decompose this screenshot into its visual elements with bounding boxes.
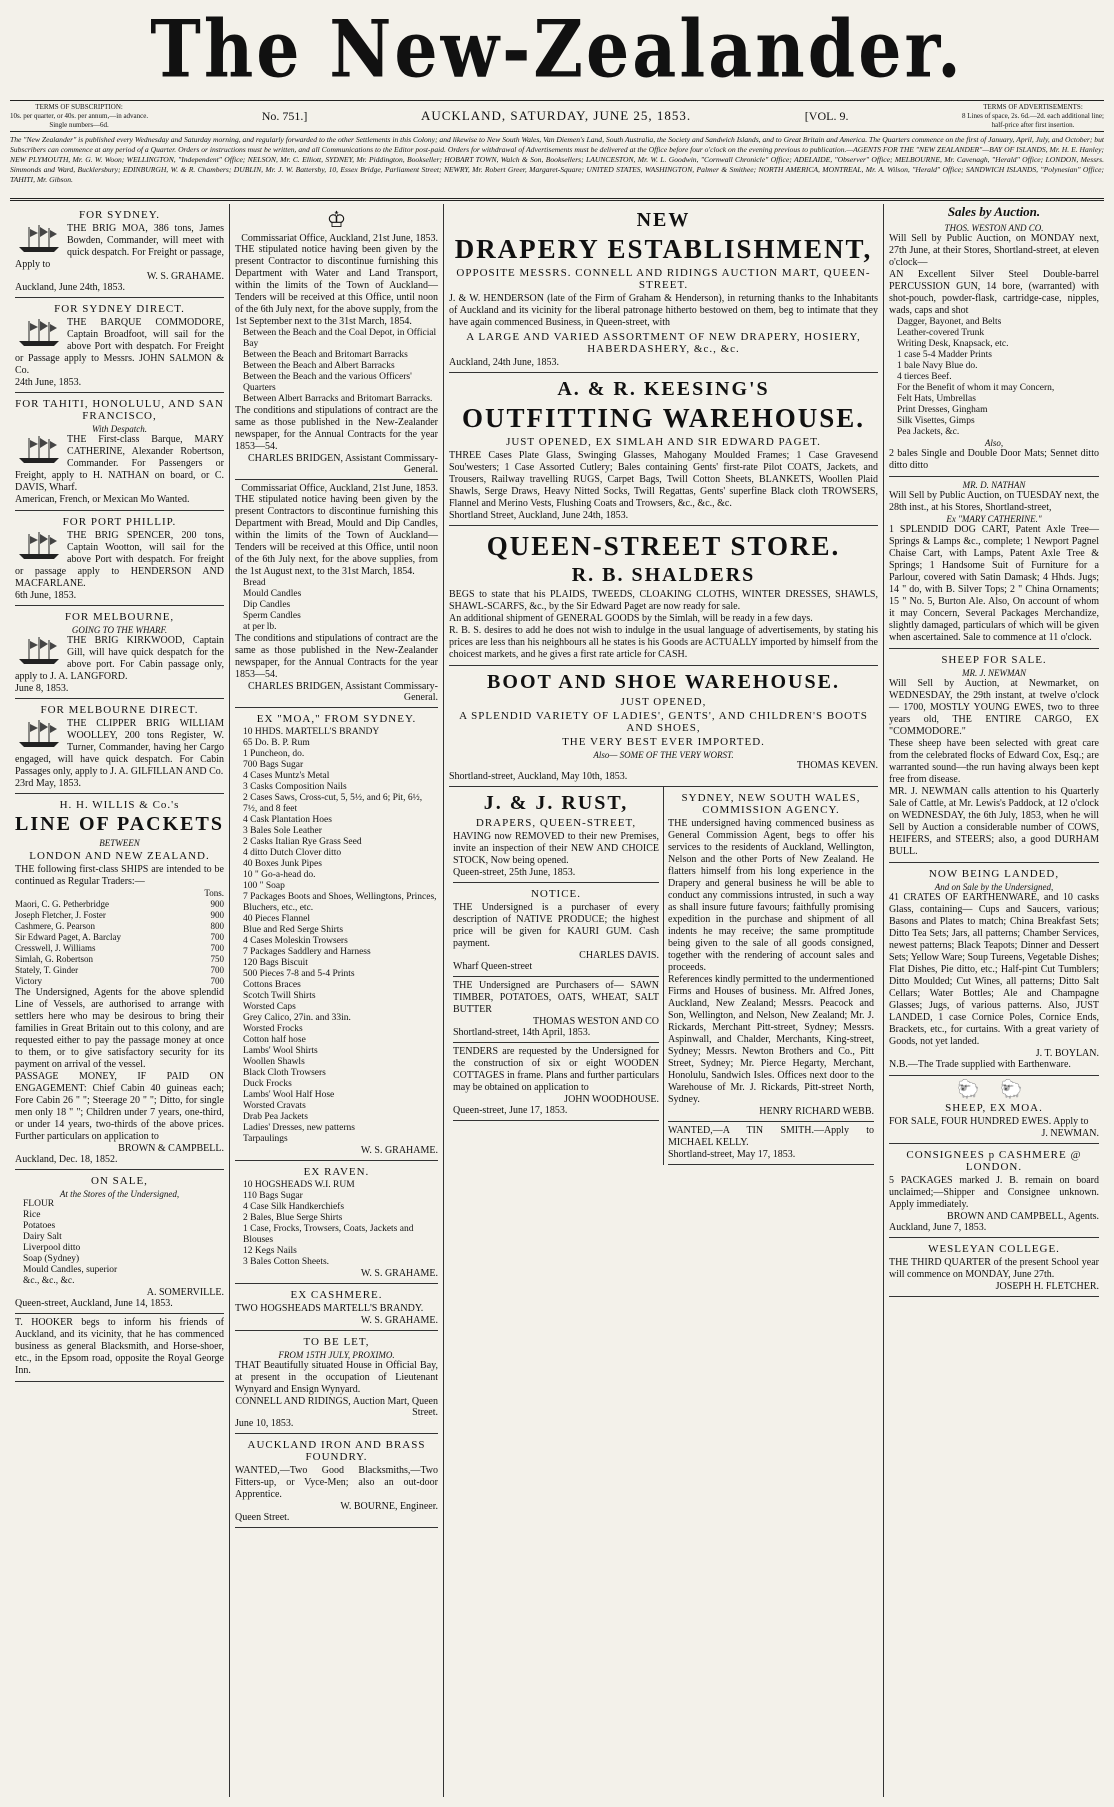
text-block: J. & J. RUST, (483, 792, 629, 814)
text-block: Auckland, June 7, 1853. (889, 1222, 987, 1233)
text-block: Cashmere, G. Pearson (15, 921, 95, 931)
text-block: TERMS OF ADVERTISEMENTS: (983, 102, 1083, 111)
ad-ex-moa (235, 708, 438, 1161)
text-block: LINE OF PACKETS (15, 813, 224, 835)
list-item: Between the Beach and Albert Barracks (243, 361, 395, 371)
list-item: Liverpool ditto (23, 1243, 81, 1253)
text-block: BETWEEN (99, 838, 140, 848)
list-item: Worsted Cravats (243, 1101, 306, 1111)
list-item: Dip Candles (243, 600, 291, 610)
text-block: TENDERS are requested by the Undersigned for the construction of six or eight WOODEN COTTAGES in frame. Plans and further particulars may be obtained on application to (453, 1046, 659, 1093)
list-item: Silk Visettes, Gimps (897, 416, 975, 426)
ad-ex-cashmere (235, 1284, 438, 1331)
text-block: W. BOURNE, Engineer. (340, 1501, 438, 1512)
list-item: 10 " Go-a-head do. (243, 870, 316, 880)
text-block: TO BE LET, (303, 1336, 370, 1348)
list-item: Tarpaulings (243, 1134, 288, 1144)
text-block: June 10, 1853. (235, 1418, 294, 1429)
ad-keesing (449, 373, 878, 526)
table-row (15, 954, 224, 965)
text-block: Queen-street, 25th June, 1853. (453, 867, 576, 878)
text-block: Shortland Street, Auckland, June 24th, 1853. (449, 510, 629, 521)
text-block: BOOT AND SHOE WAREHOUSE. (487, 671, 840, 693)
ad-hooker (15, 1314, 224, 1382)
text-block: 41 CRATES OF EARTHENWARE, and 10 casks Glass, containing— Cups and Saucers, various; Basons and Plates to match; China Breakfast Sets; Ditto Tea Sets; Jars, all patterns; Chamber Services, newest patterns; Black Teapots; Dinner and Dessert Sets; Yellow Ware; Soup Tureens, Vegetable Dishes; Flat Dishes, Pie ditto, etc.; Half-pint Cut Tumblers; Ditto Moulded; Cut Wines, all patterns; Ditto Salt Cellars; Water Bottles; Ale and Champagne Glasses; Jugs, of various patterns. Also, JUST LANDED, 1 case Cornice Poles, Cornice Ends, Brackets, etc., for curtains. With a great variety of Goods, not yet landed. (889, 892, 1099, 1047)
text-block: EX RAVEN. (303, 1166, 370, 1178)
ad-tin-smith (668, 1122, 874, 1165)
ad-melbourne-direct (15, 699, 224, 794)
text-block: The Undersigned, Agents for the above splendid Line of Vessels, are authorised to arrange with settlers here who may be desirous to bring their families in Great Britain out to this colony, and are requested either to pay the passage money at once to them, or to give satisfactory security for its payment on arrival of the vessel. (15, 987, 224, 1070)
text-block: THE Undersigned are Purchasers of— SAWN TIMBER, POTATOES, OATS, WHEAT, SALT BUTTER (453, 980, 659, 1015)
text-block: FOR SALE, FOUR HUNDRED EWES. Apply to (889, 1116, 1089, 1127)
ship-icon (15, 434, 63, 464)
text-block: June 8, 1853. (15, 683, 69, 694)
text-block: THE THIRD QUARTER of the present School year will commence on MONDAY, June 27th. (889, 1257, 1099, 1280)
text-block: Auckland, June 24th, 1853. (15, 282, 125, 293)
text-block: 800 (210, 921, 224, 931)
ad-for-sydney (15, 204, 224, 298)
text-block: 8 Lines of space, 2s. 6d.—2d. each additional line; (962, 111, 1104, 120)
text-block: CONSIGNEES p CASHMERE @ LONDON. (906, 1149, 1082, 1173)
ad-ex-raven (235, 1161, 438, 1284)
text-block: An additional shipment of GENERAL GOODS by the Simlah, will be ready in a few days. (449, 613, 813, 624)
list-item: 120 Bags Biscuit (243, 958, 308, 968)
ad-tahiti (15, 393, 224, 511)
text-block: Will Sell by Auction, at Newmarket, on WEDNESDAY, the 29th instant, at twelve o'clock— 1700, MOSTLY YOUNG EWES, two to three years old, THE ENTIRE CARGO, EX "COMMODORE." (889, 678, 1099, 737)
text-block: PASSAGE MONEY, IF PAID ON ENGAGEMENT: Chief Cabin 40 guineas each; Fore Cabin 26 " "; Steerage 20 " "; Ditto, for single men only 18 " "; Children under 7 years, one-third, or under 14 years, two-thirds of the above prices. Further particulars on application to (15, 1071, 224, 1142)
list-item: &c., &c., &c. (23, 1276, 75, 1286)
text-block: Ex "MARY CATHERINE." (946, 514, 1042, 524)
list-item: Blue and Red Serge Shirts (243, 925, 344, 935)
ship-icon (15, 718, 63, 748)
list-item: 500 Pieces 7-8 and 5-4 Prints (243, 969, 355, 979)
ad-sheep-ex-moa (889, 1076, 1099, 1144)
text-block: A SPLENDID VARIETY OF LADIES', GENTS', AND CHILDREN'S BOOTS AND SHOES, (459, 710, 868, 734)
text-block: 23rd May, 1853. (15, 778, 82, 789)
text-block: 6th June, 1853. (15, 590, 77, 601)
ad-sydney-direct (15, 298, 224, 393)
list-item: Rice (23, 1210, 41, 1220)
table-row (15, 943, 224, 954)
text-block: Shortland-street, May 17, 1853. (668, 1149, 796, 1160)
list-item: 1 Puncheon, do. (243, 749, 305, 759)
ad-sheep-for-sale (889, 649, 1099, 863)
list-item: 40 Boxes Junk Pipes (243, 859, 322, 869)
text-block: MR. J. NEWMAN (962, 668, 1026, 678)
column-1 (10, 204, 230, 1797)
text-block: H. H. WILLIS & Co.'s (59, 799, 180, 811)
text-block: CONNELL AND RIDINGS, Auction Mart, Queen Street. (235, 1396, 438, 1418)
column-2 (230, 204, 444, 1797)
text-block: QUEEN-STREET STORE. (486, 531, 841, 561)
table-row (15, 910, 224, 921)
text-block: W. S. GRAHAME. (146, 271, 224, 282)
text-block: THE undersigned having commenced business as General Commission Agent, begs to offer his services to the residents of Auckland, Wellington, Nelson and the other Ports of New Zealand. He flatters himself from his long experience in the Drapery and general business he will be able to conduct any commissions intrusted, in such a way as shall insure future favours; faithfully promising expedition in the purchase and shipment of all indents he may receive; the same promptitude being given to the sale of all goods consigned, together with the rendering of account sales and proceeds. (668, 818, 874, 973)
text-block: THOS. WESTON AND CO. (944, 223, 1044, 233)
masthead (10, 0, 1104, 100)
list-item: 4 Cases Moleskin Trowsers (243, 936, 348, 946)
text-block: References kindly permitted to the undermentioned Firms and Houses of business. Mr. Alfred Jones, Auckland, New Zealand; Messrs. Peacock and Son, Wellington, and Nelson, New Zealand; Mr. J. Rickards, Merchant Pitt-street, Sydney; Messrs. Aspinwall, and Chalder, Merchants, King-street, Sydney; Messrs. Newton Brothers and Co., Pitt Street, Sydney; Mr. Pierce Hegarty, Merchant, Honolulu, Sandwich Isles. Offices next door to the Warehouse of Mr. J. Rickards, Pitt-street North, Sydney. (668, 974, 874, 1105)
text-block: THE First-class Barque, MARY CATHERINE, Alexander Robertson, Commander. For Passengers or Freight, apply to H. NATHAN on board, or C. DAVIS, Wharf. (15, 434, 224, 493)
text-block: W. S. GRAHAME. (360, 1268, 438, 1279)
text-block: With Despatch. (92, 424, 147, 434)
text-block: JOSEPH H. FLETCHER. (995, 1281, 1099, 1292)
text-block: These sheep have been selected with great care from the celebrated flocks of Edward Cox, Esq.; are warranted sound—the run having always been kept free from disease. (889, 738, 1099, 785)
list-item: Bread (243, 578, 266, 588)
ships-table (15, 888, 224, 987)
text-block: THE stipulated notice having been given by the present Contractors to discontinue furnishing this Department with Bread, Mould and Dip Candles, within the limits of the Town of Auckland—Tenders will be received at this Office, until noon of the 6th July next, for the above supplies, from the 1st August next, to the 31st March, 1854. (235, 494, 438, 577)
text-block: 750 (210, 954, 224, 964)
text-block: FOR MELBOURNE, (64, 611, 175, 623)
list-item: 1 Case, Frocks, Trowsers, Coats, Jackets and Blouses (243, 1224, 414, 1245)
text-block: At the Stores of the Undersigned, (59, 1189, 180, 1199)
list-item: 10 HOGSHEADS W.I. RUM (243, 1180, 355, 1190)
text-block: THREE Cases Plate Glass, Swinging Glasses, Mahogany Moulded Frames; 1 Case Gravesend Sou'westers; 1 Case Assorted Cutlery; Bales containing Gents' first-rate Pilot COATS, Jackets, and Trousers, Railway travelling RUGS, Carpet Bags, Twill Cotton Sheets, BLANKETS, Woollen Plaid Shawls, Serge Draws, Heavy Nitted Socks, Twill Regattas, Gents' superfine Black cloth TROWSERS, Flannel and Merino Vests, Flushing Coats and Trowsers, &c., &c., &c. (449, 450, 878, 509)
text-block: Will Sell by Public Auction, on MONDAY next, 27th June, at their Stores, Shortland-street, at eleven o'clock— (889, 233, 1099, 268)
ad-foundry (235, 1434, 438, 1528)
column-4 (884, 204, 1104, 1797)
list-item: Pea Jackets, &c. (897, 427, 960, 437)
text-block: Queen-street, June 17, 1853. (453, 1105, 568, 1116)
text-block: Joseph Fletcher, J. Foster (15, 910, 106, 920)
text-block: 1 SPLENDID DOG CART, Patent Axle Tree—Springs & Lamps &c., complete; 1 Newport Pagnel Chaise Cart, with Lamps, Patent Axle Tree & Springs; 1 Handsome Suit of Furniture for a Parlour, covered with Satin Damask; 4 Hhds. Jugs; 14 " do, with B. Silver Tops; 2 " China Ornaments; 15 " No. 5, Burton Ale. Also, On account of whom it may Concern, Several Packages Merchandize, slightly damaged, particulars of which will be given when ascertained. Sale to commence at 11 o'clock. (889, 524, 1099, 643)
list-item: Mould Candles, superior (23, 1265, 118, 1275)
ad-consignees (889, 1144, 1099, 1238)
list-item: 40 Pieces Flannel (243, 914, 311, 924)
ad-wesleyan-college (889, 1238, 1099, 1297)
list-item: 3 Bales Cotton Sheets. (243, 1257, 330, 1267)
ad-tenders (453, 1043, 659, 1121)
text-block: J. T. BOYLAN. (1035, 1048, 1099, 1059)
text-block: THE BRIG MOA, 386 tons, James Bowden, Commander, will meet with quick despatch. For Freight or passage, Apply to (15, 223, 224, 270)
text-block: OPPOSITE MESSRS. CONNELL AND RIDINGS AUCTION MART, QUEEN-STREET. (456, 267, 871, 291)
ad-purchasers (453, 977, 659, 1043)
text-block: THE BARQUE COMMODORE, Captain Broadfoot, will sail for the above Port with despatch. For Freight or Passage apply to Messrs. JOHN SALMON & Co. (15, 317, 224, 376)
ad-commissariat-1 (235, 204, 438, 480)
ad-drapery (449, 204, 878, 373)
text-block: EX CASHMERE. (290, 1289, 383, 1301)
list-item: Worsted Caps (243, 1002, 296, 1012)
text-block: WANTED,—Two Good Blacksmiths,—Two Fitters-up, or Vyce-Men; also an out-door Apprentice. (235, 1465, 438, 1500)
text-block: FOR MELBOURNE DIRECT. (40, 704, 199, 716)
text-block: FOR SYDNEY. (78, 209, 161, 221)
text-block: 700 (210, 976, 224, 986)
text-block: A. SOMERVILLE. (146, 1287, 224, 1298)
text-block: HENRY RICHARD WEBB. (759, 1106, 874, 1117)
issue-number: No. 751.] (261, 108, 308, 123)
table-row (15, 932, 224, 943)
list-item: Ladies' Dresses, new patterns (243, 1123, 355, 1133)
list-item: 3 Bales Sole Leather (243, 826, 322, 836)
text-block: 900 (210, 910, 224, 920)
text-block: BROWN AND CAMPBELL, Agents. (947, 1211, 1099, 1222)
list-item: at per lb. (243, 622, 277, 632)
text-block: Sir Edward Paget, A. Barclay (15, 932, 121, 942)
list-item: Cottons Braces (243, 980, 301, 990)
text-block: 900 (210, 899, 224, 909)
text-block: American, French, or Mexican Mo Wanted. (15, 494, 190, 505)
list-item: Black Cloth Trowsers (243, 1068, 326, 1078)
ship-icon (15, 223, 63, 253)
text-block: MR. D. NATHAN (962, 480, 1026, 490)
text-block: Will Sell by Public Auction, on TUESDAY next, the 28th inst., at his Stores, Shortland-street, (889, 490, 1099, 513)
newspaper-page (10, 0, 1104, 1797)
text-block: FOR PORT PHILLIP. (62, 516, 177, 528)
text-block: N.B.—The Trade supplied with Earthenware. (889, 1059, 1071, 1070)
list-item: Writing Desk, Knapsack, etc. (897, 339, 1009, 349)
text-block: 700 (210, 943, 224, 953)
list-item: For the Benefit of whom it may Concern, (897, 383, 1055, 393)
text-block: 2 bales Single and Double Door Mats; Sennet ditto ditto ditto (889, 448, 1099, 471)
list-item: 2 Cases Saws, Cross-cut, 5, 5½, and 6; Pit, 6½, 7½, and 8 feet (243, 793, 423, 814)
text-block: THE BRIG SPENCER, 200 tons, Captain Wootton, will sail for the above Port with despatch. For freight or passage apply to HENDERSON AND MACFARLANE. (15, 530, 224, 589)
list-item: Lambs' Wool Shirts (243, 1046, 318, 1056)
text-block: THE Undersigned is a purchaser of every description of NATIVE PRODUCE; the highest price will be given for KAURI GUM. Cash payment. (453, 902, 659, 949)
text-block: W. S. GRAHAME. (360, 1315, 438, 1326)
text-block: CHARLES BRIDGEN, Assistant Commissary-General. (247, 681, 438, 703)
text-block: THE BRIG KIRKWOOD, Captain Gill, will have quick despatch for the above port. For Cabin passage only, apply to J. A. LANGFORD. (15, 635, 224, 682)
list-item: 100 " Soap (243, 881, 285, 891)
list-item: Between the Beach and the Coal Depot, in Official Bay (243, 328, 437, 349)
list-item: Print Dresses, Gingham (897, 405, 988, 415)
list-item: Between the Beach and the various Officers' Quarters (243, 372, 412, 393)
text-block: NOW BEING LANDED, (928, 868, 1060, 880)
text-block: W. S. GRAHAME. (360, 1145, 438, 1156)
text-block: MR. J. NEWMAN calls attention to his Quarterly Sale of Cattle, at Mr. Lewis's Paddock, at 12 o'clock on WEDNESDAY, the 6th July, 1853, when he will Sell by Auction a considerable number of COWS, HEIFERS, and STEERS; also, a good DURHAM BULL. (889, 786, 1099, 857)
ad-on-sale (15, 1170, 224, 1314)
text-block: Tons. (204, 888, 224, 898)
text-block: 24th June, 1853. (15, 377, 82, 388)
text-block: R. B. S. desires to add he does not wish to indulge in the usual language of advertisements, by stating his prices are less than his neighbours all he states is his Goods are ACTUALLY imported by himself from the choicest markets, and he gives a first rate article for CASH. (449, 625, 878, 660)
text-block: Simlah, G. Robertson (15, 954, 93, 964)
text-block: And on Sale by the Undersigned, (934, 882, 1054, 892)
list-item: 4 Cases Muntz's Metal (243, 771, 330, 781)
royal-crest-icon: ♔ (326, 207, 347, 232)
text-block: The conditions and stipulations of contract are the same as those published in the New-Zealander newspaper, for the Annual Contracts for the year 1853—54. (235, 405, 438, 452)
text-block: CHARLES DAVIS. (579, 950, 659, 961)
ad-commissariat-2 (235, 480, 438, 708)
list-item: 12 Kegs Nails (243, 1246, 297, 1256)
list-item: Between the Beach and Britomart Barracks (243, 350, 408, 360)
list-item: 4 ditto Dutch Clover ditto (243, 848, 342, 858)
text-block: SYDNEY, NEW SOUTH WALES, COMMISSION AGENCY. (681, 792, 861, 816)
text-block: Shortland-street, Auckland, May 10th, 1853. (449, 771, 628, 782)
text-block: THOMAS WESTON AND CO (532, 1016, 659, 1027)
ship-icon (15, 317, 63, 347)
section-heading: Sales by Auction. (947, 204, 1041, 219)
list-item: Felt Hats, Umbrellas (897, 394, 976, 404)
ad-now-being-landed (889, 863, 1099, 1076)
list-item: Duck Frocks (243, 1079, 292, 1089)
text-block: SHEEP FOR SALE. (941, 654, 1047, 666)
ad-auction-nathan (889, 477, 1099, 649)
list-item: 1 case 5-4 Madder Prints (897, 350, 992, 360)
text-block: The conditions and stipulations of contract are the same as those published in the New-Zealander newspaper, for the Annual Contracts for the year 1853—54. (235, 633, 438, 680)
ad-commission-agency (668, 787, 874, 1122)
prospectus-notice: The "New Zealander" is published every Wednesday and Saturday morning, and regularly forwarded to the other Settlements in this Colony; and likewise to New South Wales, Van Diemen's Land, South Australia, the Society and Sandwich Islands, and to Great Britain and America. The Quarters commence on the first of January, April, July, and October; but Subscribers can commence at any period of a Quarter. Orders or instructions must be written, and all Communications to the Editor post-paid. Orders for withdrawal of Advertisements must be delivered at the Office before four o'clock on the evening previous to publication.—AGENTS FOR THE "NEW ZEALANDER"—BAY OF ISLANDS, Mr. H. E. Hanley; NEW PLYMOUTH, Mr. G. W. Woon; WELLINGTON, "Independent" Office; NELSON, Mr. C. Elliott, SYDNEY, Mr. Piddington, Bookseller; HOBART TOWN, Walch & Son, Booksellers; LAUNCESTON, Mr. W. L. Goodwin, "Cornwall Chronicle" Office; ADELAIDE, "Observer" Office; MELBOURNE, Mr. Cavenagh, "Herald" Office; LONDON, Messrs. Simmonds and Ward, Bucklersbury; EDINBURGH, W. & R. Chambers; DUBLIN, Mr. J. W. Battersby, 10, Essex Bridge, Parliament Street; NEWRY, Mr. Robert Greer, Margaret-Square; UNITED STATES, WASHINGTON, Palmer & Smithee; NORTH AMERICA, MONTREAL, Mr. A. Wilson, "Herald" Office; SANDWICH ISLANDS, "Polynesian" Office; TAHITI, Mr. Gibson. (10, 132, 1104, 201)
list-item: Dairy Salt (23, 1232, 62, 1242)
ship-icon (15, 530, 63, 560)
text-block: Maori, C. G. Petherbridge (15, 899, 109, 909)
text-block: Queen Street. (235, 1512, 290, 1523)
text-block: A. & R. KEESING'S (557, 378, 770, 400)
text-block: JOHN WOODHOUSE. (564, 1094, 659, 1105)
text-block: EX "MOA," FROM SYDNEY. (256, 713, 417, 725)
text-block: 700 (210, 965, 224, 975)
text-block: Auckland, Dec. 18, 1852. (15, 1154, 118, 1165)
list-item: Leather-covered Trunk (897, 328, 985, 338)
text-block: DRAPERS, QUEEN-STREET, (475, 817, 637, 829)
text-block: Also, (984, 438, 1004, 448)
text-block: CHARLES BRIDGEN, Assistant Commissary-General. (247, 453, 438, 475)
list-item: 3 Casks Composition Nails (243, 782, 347, 792)
list-item: 4 Cask Plantation Hoes (243, 815, 332, 825)
text-block: Wharf Queen-street (453, 961, 533, 972)
text-block: Victory (15, 976, 42, 986)
list-item: Worsted Frocks (243, 1024, 303, 1034)
text-block: THE CLIPPER BRIG WILLIAM WOOLLEY, 200 tons Register, W. Turner, Commander, having her Cargo engaged, will have quick despatch. For Cabin Passages only, apply to J. A. GILFILLAN AND Co. (15, 718, 224, 777)
text-block: AN Excellent Silver Steel Double-barrel PERCUSSION GUN, 14 bore, (warranted) with shot-pouch, powder-flask, cartridge-case, nipples, wads, caps and shot (889, 269, 1099, 316)
list-item: 700 Bags Sugar (243, 760, 304, 770)
table-row (15, 965, 224, 976)
text-block: Auckland, 24th June, 1853. (449, 357, 559, 368)
info-bar (10, 100, 1104, 132)
text-block: R. B. SHALDERS (571, 564, 756, 586)
newspaper-title: The New-Zealander. (150, 4, 964, 96)
ship-icon (15, 635, 63, 665)
text-block: Stately, T. Ginder (15, 965, 79, 975)
list-item: 7 Packages Boots and Shoes, Wellingtons, Princes, Bluchers, etc., etc. (243, 892, 437, 913)
list-item: FLOUR (23, 1199, 55, 1209)
list-item: Woollen Shawls (243, 1057, 305, 1067)
text-block: ON SALE, (91, 1175, 148, 1187)
text-block: THOMAS KEVEN. (796, 760, 878, 771)
list-item: 7 Packages Saddlery and Harness (243, 947, 371, 957)
sheep-icon: 🐑 🐑 (957, 1079, 1031, 1099)
text-block: GOING TO THE WHARF. (71, 625, 168, 635)
ad-auction-weston (889, 220, 1099, 477)
list-item: 2 Bales, Blue Serge Shirts (243, 1213, 343, 1223)
text-block: BROWN & CAMPBELL. (118, 1143, 224, 1154)
ad-for-melbourne (15, 606, 224, 699)
list-item: Cotton half hose (243, 1035, 306, 1045)
table-row (15, 899, 224, 910)
list-item: Soap (Sydney) (23, 1254, 80, 1264)
text-block: NEW (636, 209, 691, 231)
list-item: 4 Case Silk Handkerchiefs (243, 1202, 345, 1212)
list-item: Between Albert Barracks and Britomart Barracks. (243, 394, 433, 404)
list-item: 10 HHDS. MARTELL'S BRANDY (243, 727, 380, 737)
text-block: T. HOOKER begs to inform his friends of Auckland, and its vicinity, that he has commenced business as general Blacksmith, and Horse-shoer, etc., in the Epsom road, opposite the Royal George Inn. (15, 1317, 224, 1376)
text-block: THE stipulated notice having been given by the present Contractor to discontinue furnishing this Department with Water and Land Transport, within the limits of the Town of Auckland—Tenders will be received at this Office, until noon of the 6th July next, for the above supply, from the 1st September next to the 31st March, 1854. (235, 244, 438, 327)
text-block: BEGS to state that his PLAIDS, TWEEDS, CLOAKING CLOTHS, WINTER DRESSES, SHAWLS, SHAWL-SCARFS, &c., by the Sir Edward Paget are now ready for sale. (449, 589, 878, 612)
text-block: SHEEP, EX MOA. (945, 1102, 1043, 1114)
text-block: JUST OPENED, EX SIMLAH AND SIR EDWARD PAGET. (506, 436, 821, 448)
list-item: 110 Bags Sugar (243, 1191, 303, 1201)
text-block: THAT Beautifully situated House in Official Bay, at present in the occupation of Lieutenant Wynyard and Ensign Wynyard. (235, 1360, 438, 1395)
text-block: WESLEYAN COLLEGE. (928, 1243, 1060, 1255)
table-row (15, 921, 224, 932)
ad-line-of-packets (15, 794, 224, 1170)
ad-boot-and-shoe (449, 666, 878, 787)
list-item: 65 Do. B. P. Rum (243, 738, 310, 748)
ad-queen-street-store (449, 526, 878, 666)
text-block: TWO HOGSHEADS MARTELL'S BRANDY. (235, 1303, 424, 1314)
list-item: Scotch Twill Shirts (243, 991, 316, 1001)
text-block: TERMS OF SUBSCRIPTION: (35, 102, 123, 111)
text-block: A LARGE AND VARIED ASSORTMENT OF NEW DRAPERY, HOSIERY, HABERDASHERY, &c., &c. (466, 331, 861, 355)
volume-number: [VOL. 9. (804, 108, 849, 123)
text-block: OUTFITTING WAREHOUSE. (461, 403, 866, 433)
advertisement-terms (962, 103, 1104, 130)
text-block: Commissariat Office, Auckland, 21st June, 1853. (241, 233, 438, 244)
text-block: 700 (210, 932, 224, 942)
table-row (15, 976, 224, 987)
text-block: Commissariat Office, Auckland, 21st June, 1853. (241, 483, 438, 494)
text-block: AUCKLAND IRON AND BRASS FOUNDRY. (247, 1439, 426, 1463)
text-block: THE following first-class SHIPS are intended to be continued as Regular Traders:— (15, 864, 224, 887)
text-block: WANTED,—A TIN SMITH.—Apply to MICHAEL KELLY. (668, 1125, 874, 1148)
text-block: DRAPERY ESTABLISHMENT, (454, 234, 873, 264)
ad-notice (453, 883, 659, 977)
dateline: AUCKLAND, SATURDAY, JUNE 25, 1853. (420, 108, 692, 123)
text-block: NOTICE. (530, 888, 582, 900)
text-block: Single numbers—6d. (49, 120, 109, 129)
ad-to-be-let (235, 1331, 438, 1434)
text-block: Shortland-street, 14th April, 1853. (453, 1027, 591, 1038)
list-item: Lambs' Wool Half Hose (243, 1090, 335, 1100)
text-block: Cresswell, J. Williams (15, 943, 96, 953)
list-item: 2 Casks Italian Rye Grass Seed (243, 837, 362, 847)
list-item: Grey Calico, 27in. and 33in. (243, 1013, 351, 1023)
column-3 (444, 204, 884, 1797)
list-item: 1 bale Navy Blue do. (897, 361, 978, 371)
list-item: 4 tierces Beef. (897, 372, 952, 382)
text-block: JUST OPENED, (620, 696, 707, 708)
text-block: FOR SYDNEY DIRECT. (54, 303, 185, 315)
text-block: J. NEWMAN. (1041, 1128, 1099, 1139)
list-item: Dagger, Bayonet, and Belts (897, 317, 1002, 327)
text-block: J. & W. HENDERSON (late of the Firm of Graham & Henderson), in returning thanks to the Inhabitants of Auckland and its vicinity for the liberal patronage hitherto bestowed on them, beg to intimate that they have again commenced Business, in Queen-street, with (449, 293, 878, 328)
text-block: FOR TAHITI, HONOLULU, AND SAN FRANCISCO, (15, 398, 224, 422)
text-block: Queen-street, Auckland, June 14, 1853. (15, 1298, 173, 1309)
list-item: Drab Pea Jackets (243, 1112, 308, 1122)
text-block: HAVING now REMOVED to their new Premises, invite an inspection of their NEW AND CHOICE STOCK, Now being opened. (453, 831, 659, 866)
text-block: Also— SOME OF THE VERY WORST. (593, 750, 734, 760)
ad-rust (453, 787, 659, 883)
list-item: Potatoes (23, 1221, 56, 1231)
text-block: THE VERY BEST EVER IMPORTED. (562, 736, 765, 748)
text-block: FROM 15TH JULY, PROXIMO. (278, 1350, 395, 1360)
text-block: 10s. per quarter, or 40s. per annum,—in advance. (10, 111, 149, 120)
subscription-terms (10, 103, 148, 130)
text-block: LONDON AND NEW ZEALAND. (29, 850, 210, 862)
text-block: half-price after first insertion. (991, 120, 1075, 129)
list-item: Sperm Candles (243, 611, 301, 621)
text-block: 5 PACKAGES marked J. B. remain on board unclaimed;—Shipper and Consignee unknown. Apply immediately. (889, 1175, 1099, 1210)
split-section (449, 787, 878, 1165)
list-item: Mould Candles (243, 589, 302, 599)
ad-port-phillip (15, 511, 224, 606)
